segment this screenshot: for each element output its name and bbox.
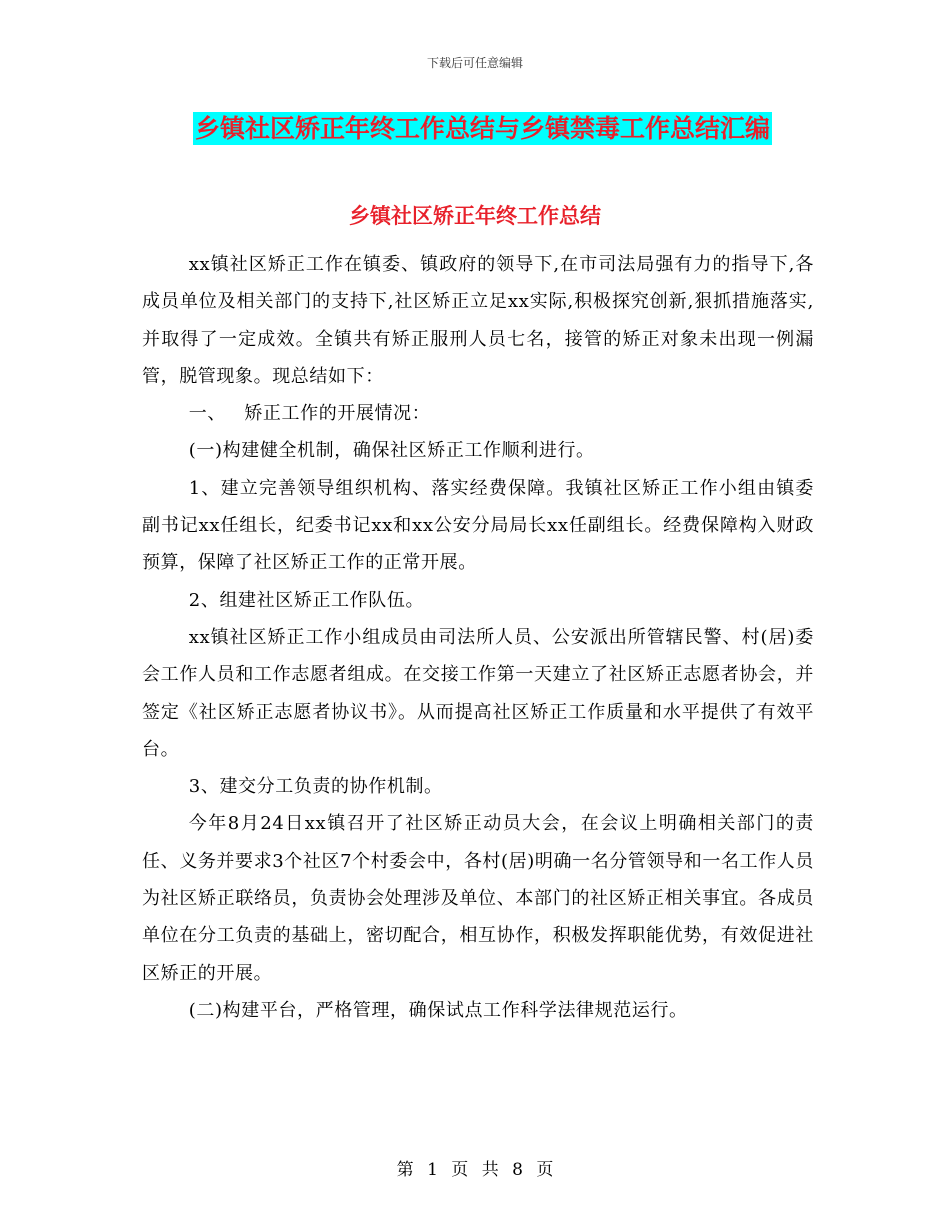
- paragraph-intro: xx镇社区矫正工作在镇委、镇政府的领导下,在市司法局强有力的指导下,各成员单位及相关部门的支持下,社区矫正立足xx实际,积极探究创新,狠抓措施落实,并取得了一定成效。全镇共有矫正服刑人员七名，接管的矫正对象未出现一例漏管，脱管现象。现总结如下：: [142, 254, 814, 387]
- paragraph-team: xx镇社区矫正工作小组成员由司法所人员、公安派出所管辖民警、村(居)委会工作人员和工作志愿者组成。在交接工作第一天建立了社区矫正志愿者协会，并签定《社区矫正志愿者协议书》。从而提高社区矫正工作质量和水平提供了有效平台。: [142, 626, 814, 760]
- page-header-note: 下载后可任意编辑: [426, 56, 523, 70]
- paragraph-cooperation: 今年8月24日xx镇召开了社区矫正动员大会，在会议上明确相关部门的责任、义务并要求3个社区7个村委会中，各村(居)明确一名分管领导和一名工作人员为社区矫正联络员，负责协会处理涉及单位、本部门的社区矫正相关事宜。各成员单位在分工负责的基础上，密切配合，相互协作，积极发挥职能优势，有效促进社区矫正的开展。: [142, 813, 814, 984]
- document-body: [142, 246, 814, 1029]
- subheading-team: 2、组建社区矫正工作队伍。: [188, 589, 425, 611]
- document-main-title: 乡镇社区矫正年终工作总结与乡镇禁毒工作总结汇编: [195, 114, 771, 143]
- section-title: 乡镇社区矫正年终工作总结: [349, 204, 601, 228]
- subheading-cooperation: 3、建交分工负责的协作机制。: [188, 776, 443, 798]
- heading-work-status: 一、 矫正工作的开展情况：: [188, 403, 431, 425]
- subheading-platform: (二)构建平台，严格管理，确保试点工作科学法律规范运行。: [188, 999, 688, 1021]
- subheading-mechanism: (一)构建健全机制，确保社区矫正工作顺利进行。: [188, 440, 595, 462]
- paragraph-leadership: 1、建立完善领导组织机构、落实经费保障。我镇社区矫正工作小组由镇委副书记xx任组长，纪委书记xx和xx公安分局局长xx任副组长。经费保障构入财政预算，保障了社区矫正工作的正常开展。: [142, 477, 814, 574]
- page-number: 第 1 页 共 8 页: [396, 1160, 554, 1180]
